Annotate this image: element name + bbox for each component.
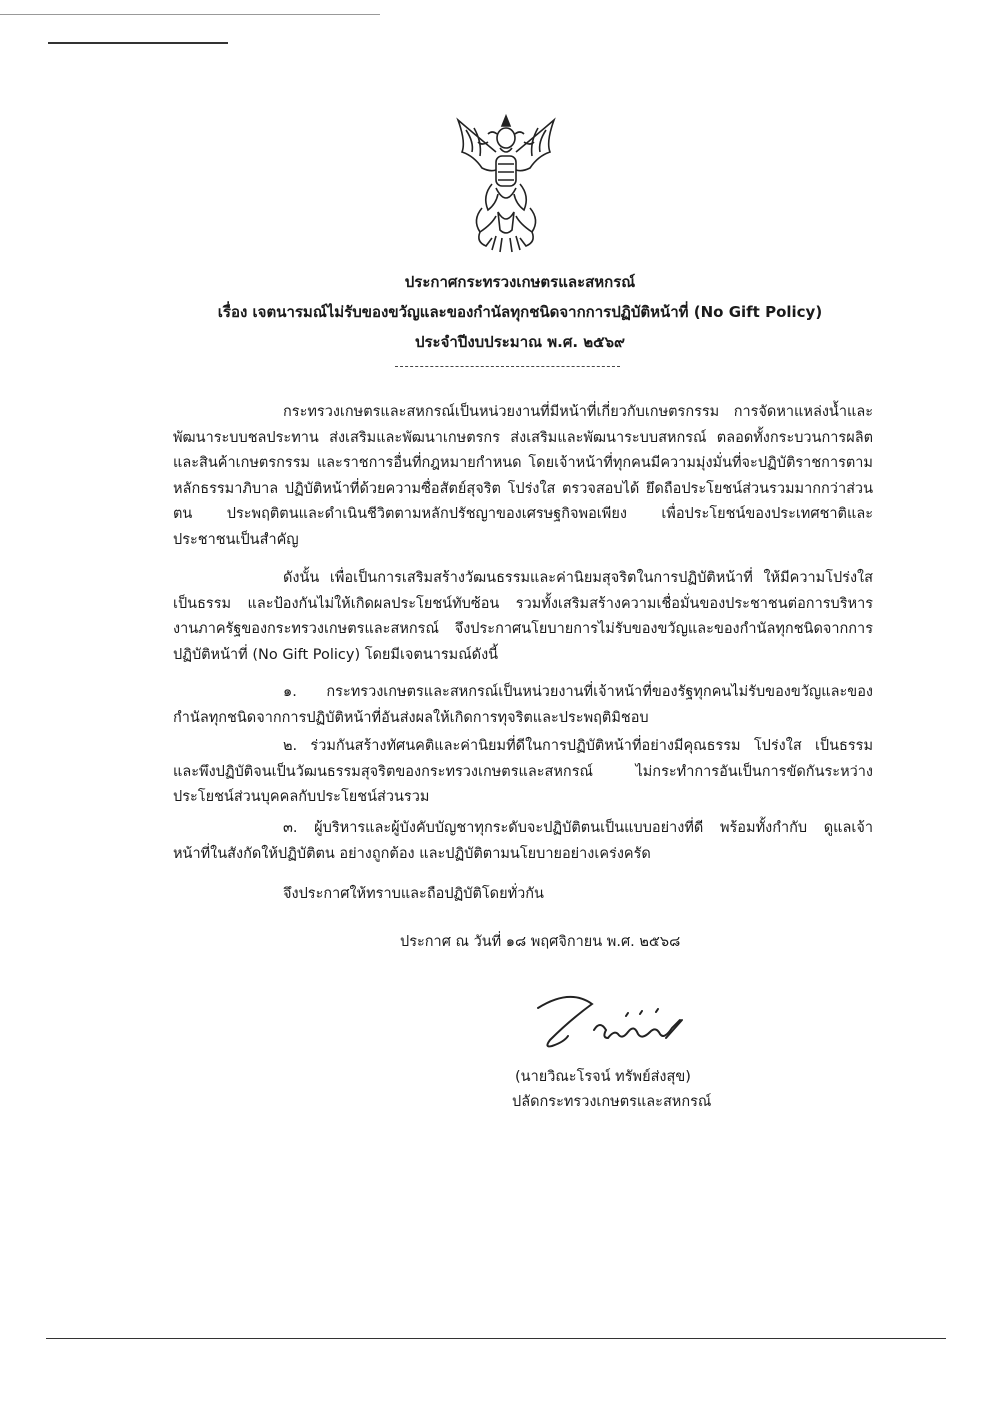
closing-statement: จึงประกาศให้ทราบและถือปฏิบัติโดยทั่วกัน	[283, 886, 544, 902]
handwritten-signature	[530, 990, 700, 1052]
garuda-emblem	[452, 112, 560, 256]
scan-artifact-line	[0, 14, 380, 15]
signatory-name: (นายวิณะโรจน์ ทรัพย์ส่งสุข)	[515, 1069, 691, 1085]
fiscal-year-line: ประจำปีงบประมาณ พ.ศ. ๒๕๖๙	[414, 333, 626, 351]
body-paragraph-1: กระทรวงเกษตรและสหกรณ์เป็นหน่วยงานที่มีหน้าที่เกี่ยวกับเกษตรกรรม การจัดหาแหล่งน้ำและพัฒนาระบบชลประทาน ส่งเสริมและพัฒนาเกษตรกร ส่งเสริมและพัฒนาระบบสหกรณ์ ตลอดทั้งกระบวนการผลิตและสินค้าเกษตรกรรม และราชการอื่นที่กฎหมายกำหนด โดยเจ้าหน้าที่ทุกคนมีความมุ่งมั่นที่จะปฏิบัติราชการตามหลักธรรมาภิบาล ปฏิบัติหน้าที่ด้วยความซื่อสัตย์สุจริต โปร่งใส ตรวจสอบได้ ยึดถือประโยชน์ส่วนรวมมากกว่าส่วนตน ประพฤติตนและดำเนินชีวิตตามหลักปรัชญาของเศรษฐกิจพอเพียง เพื่อประโยชน์ของประเทศชาติและประชาชนเป็นสำคัญ	[173, 404, 873, 548]
body-paragraph-2: ดังนั้น เพื่อเป็นการเสริมสร้างวัฒนธรรมและค่านิยมสุจริตในการปฏิบัติหน้าที่ ให้มีความโปร่งใส เป็นธรรม และป้องกันไม่ให้เกิดผลประโยชน์ทับซ้อน รวมทั้งเสริมสร้างความเชื่อมั่นของประชาชนต่อการบริหารงานภาครัฐของกระทรวงเกษตรและสหกรณ์ จึงประกาศนโยบายการไม่รับของขวัญและของกำนัลทุกชนิดจากการปฏิบัติหน้าที่ (No Gift Policy) โดยมีเจตนารมณ์ดังนี้	[173, 570, 873, 663]
policy-item-1: ๑. กระทรวงเกษตรและสหกรณ์เป็นหน่วยงานที่เจ้าหน้าที่ของรัฐทุกคนไม่รับของขวัญและของกำนัลทุกชนิดจากการปฏิบัติหน้าที่อันส่งผลให้เกิดการทุจริตและประพฤติมิชอบ	[173, 684, 873, 726]
policy-item-2: ๒. ร่วมกันสร้างทัศนคติและค่านิยมที่ดีในการปฏิบัติหน้าที่อย่างมีคุณธรรม โปร่งใส เป็นธรรม และพึงปฏิบัติจนเป็นวัฒนธรรมสุจริตของกระทรวงเกษตรและสหกรณ์ ไม่กระทำการอันเป็นการขัดกันระหว่างประโยชน์ส่วนบุคคลกับประโยชน์ส่วนรวม	[173, 738, 873, 805]
heading-divider	[395, 366, 620, 367]
signatory-title: ปลัดกระทรวงเกษตรและสหกรณ์	[512, 1094, 712, 1110]
document-subject: เรื่อง เจตนารมณ์ไม่รับของขวัญและของกำนัลทุกชนิดจากการปฏิบัติหน้าที่ (No Gift Policy)	[217, 303, 823, 321]
scan-artifact-line	[48, 42, 228, 44]
document-title: ประกาศกระทรวงเกษตรและสหกรณ์	[404, 273, 636, 291]
announcement-date: ประกาศ ณ วันที่ ๑๘ พฤศจิกายน พ.ศ. ๒๕๖๘	[400, 934, 681, 950]
policy-item-3: ๓. ผู้บริหารและผู้บังคับบัญชาทุกระดับจะปฏิบัติตนเป็นแบบอย่างที่ดี พร้อมทั้งกำกับ ดูแลเจ้าหน้าที่ในสังกัดให้ปฏิบัติตน อย่างถูกต้อง และปฏิบัติตามนโยบายอย่างเคร่งครัด	[173, 820, 873, 862]
footer-rule	[46, 1338, 946, 1339]
